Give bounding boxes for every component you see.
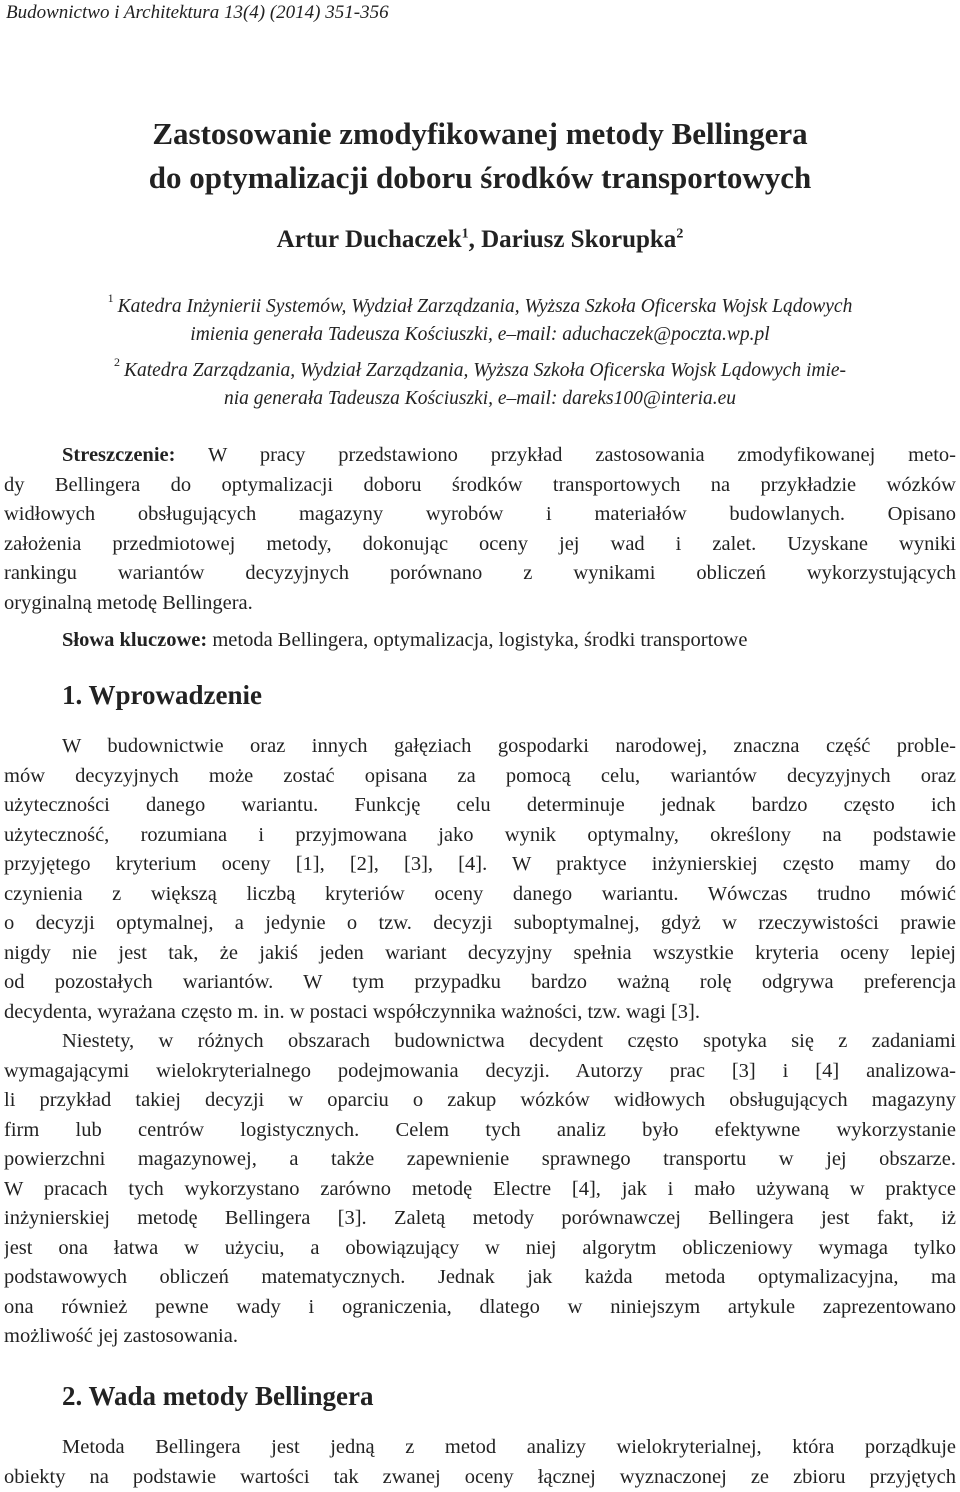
- abstract-line: dy Bellingera do optymalizacji doboru środków transportowych na przykładzie wózków: [4, 473, 956, 496]
- author-separator: ,: [468, 226, 482, 253]
- section-body-introduction: [4, 732, 956, 1352]
- body-line: mów decyzyjnych może zostać opisana za pomocą celu, wariantów decyzyjnych oraz: [4, 764, 956, 787]
- body-line: Metoda Bellingera jest jedną z metod analizy wielokryterialnej, która porządkuje: [62, 1436, 956, 1458]
- author-name-2: Dariusz Skorupka: [481, 226, 677, 253]
- affiliation-1-line-1: Katedra Inżynierii Systemów, Wydział Zarządzania, Wyższa Szkoła Oficerska Wojsk Lądowych: [117, 296, 853, 317]
- body-line: wymagającymi wielokryterialnego podejmowania decyzji. Autorzy prac [3] i [4] analizowa-: [4, 1059, 956, 1082]
- abstract-label: Streszczenie:: [62, 444, 176, 466]
- body-line: li przykład takiej decyzji w oparciu o zakup wózków widłowych obsługujących magazyny: [4, 1089, 956, 1111]
- body-line: inżynierskiej metodę Bellingera [3]. Zaletą metody porównawczej Bellingera jest fakt, iż: [4, 1207, 956, 1229]
- affiliation-1-mark: 1: [107, 291, 114, 305]
- body-line: użyteczności danego wariantu. Funkcję celu determinuje jednak bardzo często ich: [4, 794, 956, 816]
- title-line-1: Zastosowanie zmodyfikowanej metody Bellingera: [152, 116, 808, 151]
- section-body-bellinger-flaw: [4, 1433, 956, 1492]
- author-list: [0, 226, 960, 254]
- affiliation-2-mark: 2: [113, 355, 120, 369]
- body-line: Niestety, w różnych obszarach budownictwa decydent często spotyka się z zadaniami: [62, 1030, 956, 1052]
- keywords-text: metoda Bellingera, optymalizacja, logistyka, środki transportowe: [207, 629, 748, 651]
- author-name-1: Artur Duchaczek: [276, 226, 462, 253]
- affiliation-2-line-1: Katedra Zarządzania, Wydział Zarządzania, Wyższa Szkoła Oficerska Wojsk Lądowych imie-: [123, 360, 847, 381]
- affiliation-1: [20, 284, 940, 349]
- section-heading-bellinger-flaw: 2. Wada metody Bellingera: [62, 1381, 374, 1411]
- body-line: przyjętego kryterium oceny [1], [2], [3], [4]. W praktyce inżynierskiej często mamy do: [4, 853, 956, 875]
- body-line: firm lub centrów logistycznych. Celem tych analiz było efektywne wykorzystanie: [4, 1118, 956, 1141]
- affiliation-2-line-2: nia generała Tadeusza Kościuszki, e–mail: dareks100@interia.eu: [223, 388, 737, 409]
- affiliation-2: [20, 348, 940, 413]
- body-line: powierzchni magazynowej, a także zapewnienie sprawnego transportu w jej obszarze.: [4, 1148, 956, 1170]
- abstract-line: oryginalną metodę Bellingera.: [4, 591, 253, 614]
- body-line: decydenta, wyrażana często m. in. w postaci współczynnika ważności, tzw. wagi [3].: [4, 1000, 700, 1023]
- body-line: W budownictwie oraz innych gałęziach gospodarki narodowej, znaczna część proble-: [62, 735, 956, 757]
- body-line: o decyzji optymalnej, a jedynie o tzw. decyzji suboptymalnej, gdyż w rzeczywistości prawie: [4, 912, 956, 934]
- body-line: podstawowych obliczeń matematycznych. Jednak jak każda metoda optymalizacyjna, ma: [4, 1266, 956, 1288]
- abstract-line: założenia przedmiotowej metody, dokonując oceny jej wad i zalet. Uzyskane wyniki: [4, 532, 956, 555]
- abstract-line: Streszczenie: W pracy przedstawiono przykład zastosowania zmodyfikowanej meto-: [62, 444, 956, 466]
- body-line: od pozostałych wariantów. W tym przypadku bardzo ważną rolę odgrywa preferencja: [4, 971, 956, 993]
- section-heading-introduction: 1. Wprowadzenie: [62, 680, 263, 710]
- body-line: możliwość jej zastosowania.: [4, 1325, 238, 1347]
- author-2-affiliation-mark: 2: [676, 226, 684, 242]
- keywords: [4, 626, 956, 656]
- affiliation-1-line-2: imienia generała Tadeusza Kościuszki, e–mail: aduchaczek@poczta.wp.pl: [190, 324, 770, 345]
- body-line: W pracach tych wykorzystano zarówno metodę Electre [4], jak i mało używaną w praktyce: [4, 1177, 956, 1200]
- body-line: obiekty na podstawie wartości tak zwanej oceny łącznej wyznaczonej ze zbioru przyjętych: [4, 1465, 956, 1488]
- abstract-line: rankingu wariantów decyzyjnych porównano z wynikami obliczeń wykorzystujących: [4, 562, 956, 584]
- running-head: Budownictwo i Architektura 13(4) (2014) 351-356: [6, 2, 389, 23]
- keywords-label: Słowa kluczowe:: [62, 629, 208, 651]
- body-line: nigdy nie jest tak, że jakiś jeden wariant decyzyjny spełnia wszystkie kryteria oceny lepiej: [4, 941, 956, 964]
- body-line: ona również pewne wady i ograniczenia, dlatego w niniejszym artykule zaprezentowano: [4, 1295, 956, 1318]
- body-line: jest ona łatwa w użyciu, a obowiązujący w niej algorytm obliczeniowy wymaga tylko: [4, 1236, 956, 1259]
- body-line: użyteczność, rozumiana i przyjmowana jako wynik optymalny, określony na podstawie: [4, 823, 956, 846]
- title-line-2: do optymalizacji doboru środków transportowych: [148, 160, 812, 195]
- abstract-line: widłowych obsługujących magazyny wyrobów i materiałów budowlanych. Opisano: [4, 503, 956, 525]
- author-1-affiliation-mark: 1: [461, 226, 469, 242]
- paper-title: [0, 112, 960, 200]
- keywords-line: [4, 626, 956, 656]
- abstract: [4, 441, 956, 618]
- body-line: czynienia z większą liczbą kryteriów oceny danego wariantu. Wówczas trudno mówić: [4, 882, 956, 905]
